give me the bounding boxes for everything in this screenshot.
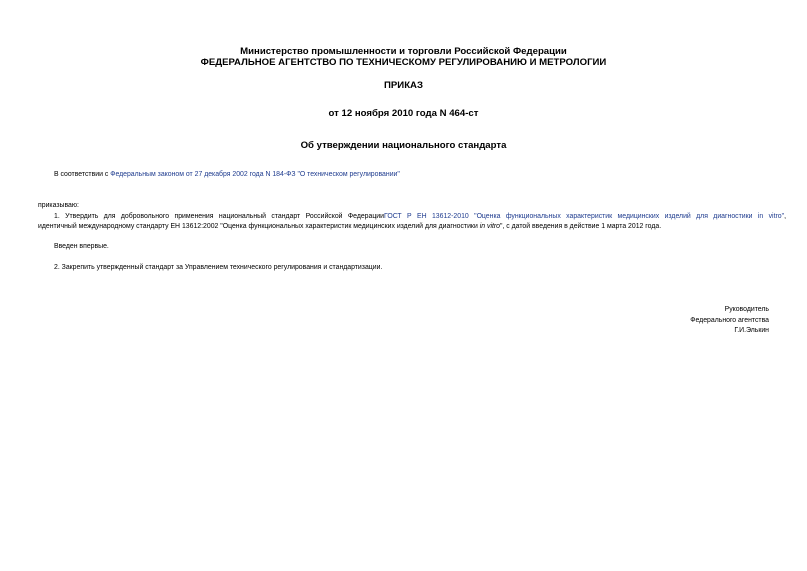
signature-title1: Руководитель (724, 306, 769, 313)
item2-paragraph: 2. Закрепить утвержденный стандарт за Управлением технического регулирования и стандартизации. (54, 264, 383, 271)
orders-paragraph: приказываю: (38, 202, 79, 209)
item1-suffix: , (784, 213, 786, 220)
basis-paragraph (38, 170, 786, 180)
subject-heading: Об утверждении национального стандарта (300, 140, 507, 151)
introduced-paragraph: Введен впервые. (54, 243, 109, 250)
agency-heading: ФЕДЕРАЛЬНОЕ АГЕНТСТВО ПО ТЕХНИЧЕСКОМУ РЕГУЛИРОВАНИЮ И МЕТРОЛОГИИ (200, 57, 607, 68)
item1-line2-suffix: ", с датой введения в действие 1 марта 2012 года. (500, 223, 662, 230)
federal-law-link[interactable]: Федеральным законом от 27 декабря 2002 года N 184-ФЗ "О техническом регулировании" (110, 171, 400, 178)
item1-line2-prefix: идентичный международному стандарту ЕН 13612:2002 "Оценка функциональных характеристик медицинских изделий для диагностики (38, 223, 480, 230)
gost-link[interactable]: ГОСТ Р ЕН 13612-2010 "Оценка функциональных характеристик медицинских изделий для диагностики in vitro" (383, 213, 785, 220)
item1-line1 (38, 212, 786, 222)
item1-prefix: 1. Утвердить для добровольного применения национальный стандарт Российской Федерации (54, 213, 384, 220)
doc-type-heading: ПРИКАЗ (384, 80, 423, 91)
basis-prefix: В соответствии с (54, 171, 111, 178)
item1-line2-italic: in vitro (479, 223, 501, 230)
signature-name: Г.И.Элькин (734, 327, 769, 334)
signature-title2: Федерального агентства (690, 317, 769, 324)
item1-line2 (38, 222, 770, 232)
ministry-heading: Министерство промышленности и торговли Российской Федерации (240, 46, 567, 57)
date-number-heading: от 12 ноября 2010 года N 464-ст (328, 108, 479, 119)
